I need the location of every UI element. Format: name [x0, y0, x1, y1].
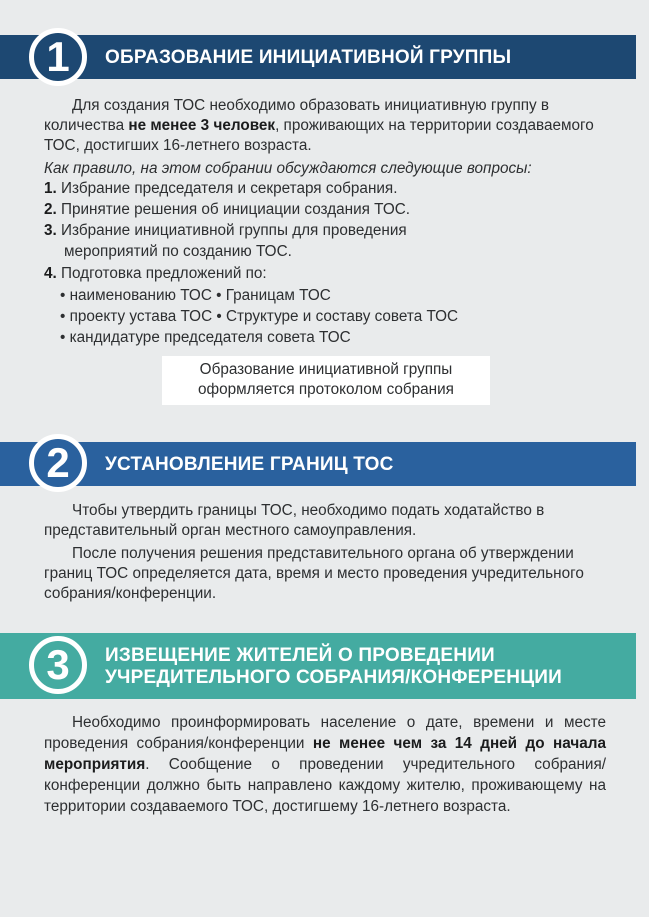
item-number: 1. [44, 180, 57, 197]
item-text: Принятие решения об инициации создания ТОС. [56, 201, 411, 218]
section-1-bullet-3: • кандидатуре председателя совета ТОС [60, 329, 351, 346]
section-2-paragraph-1 [44, 501, 606, 541]
box-line-2: оформляется протоколом собрания [198, 381, 454, 398]
section-1-item-2 [44, 200, 410, 220]
section-1-protocol-box [162, 356, 490, 405]
section-3-title-line-2: УЧРЕДИТЕЛЬНОГО СОБРАНИЯ/КОНФЕРЕНЦИИ [105, 667, 563, 688]
section-2-p2-text: После получения решения представительного органа об утверждении границ ТОС определяется дата, время и место проведения учредительного собрания/конференции. [44, 545, 584, 602]
section-3-paragraph [44, 712, 606, 817]
section-1-title: ОБРАЗОВАНИЕ ИНИЦИАТИВНОЙ ГРУППЫ [105, 47, 512, 68]
section-2-paragraph-2 [44, 544, 606, 604]
item-text: мероприятий по созданию ТОС. [64, 243, 292, 260]
section-1-italic-text: Как правило, на этом собрании обсуждаются следующие вопросы: [44, 160, 532, 177]
item-text: Подготовка предложений по: [56, 265, 267, 282]
section-1-item-1 [44, 179, 397, 199]
section-3-p-c: . Сообщение о проведении учредительного собрания/конференции должно быть направлено каждому жителю, проживающему на территории создаваемого ТОС, достигшему 16-летнего возраста. [44, 756, 606, 815]
item-number: 4. [44, 265, 57, 282]
section-1-italic-note [44, 159, 532, 179]
section-1-item-3-cont [64, 242, 292, 262]
section-1-bullet-1: • наименованию ТОС • Границам ТОС [60, 287, 331, 304]
section-1-bullet-2: • проекту устава ТОС • Структуре и составу совета ТОС [60, 308, 459, 325]
item-text: Избрание председателя и секретаря собрания. [56, 180, 398, 197]
section-1-item-3 [44, 221, 407, 241]
section-1-intro-bold: не менее 3 человек [128, 117, 276, 134]
item-number: 3. [44, 222, 57, 239]
section-1-number-badge: 1 [29, 28, 87, 86]
section-3-p-bold: не менее чем за 14 дней до начала мероприятия [44, 735, 606, 773]
item-number: 2. [44, 201, 57, 218]
section-3-title [105, 645, 562, 689]
section-1-intro-c: , проживающих на территории создаваемого ТОС, достигших 16-летнего возраста. [44, 117, 594, 154]
section-3-title-line-1: ИЗВЕЩЕНИЕ ЖИТЕЛЕЙ О ПРОВЕДЕНИИ [105, 645, 495, 666]
section-2-number-badge: 2 [29, 434, 87, 492]
section-3-p-a: Необходимо проинформировать население о дате, времени и месте проведения собрания/конференции [44, 714, 606, 752]
item-text: Избрание инициативной группы для проведения [56, 222, 407, 239]
box-line-1: Образование инициативной группы [199, 361, 453, 378]
section-3-number-badge: 3 [29, 636, 87, 694]
section-2-p1-text: Чтобы утвердить границы ТОС, необходимо подать ходатайство в представительный орган местного самоуправления. [44, 502, 545, 539]
section-1-intro-a: Для создания ТОС необходимо образовать инициативную группу в количества [44, 97, 550, 134]
section-2-title: УСТАНОВЛЕНИЕ ГРАНИЦ ТОС [105, 454, 394, 475]
section-1-intro [44, 96, 604, 156]
section-1-item-4 [44, 264, 267, 284]
